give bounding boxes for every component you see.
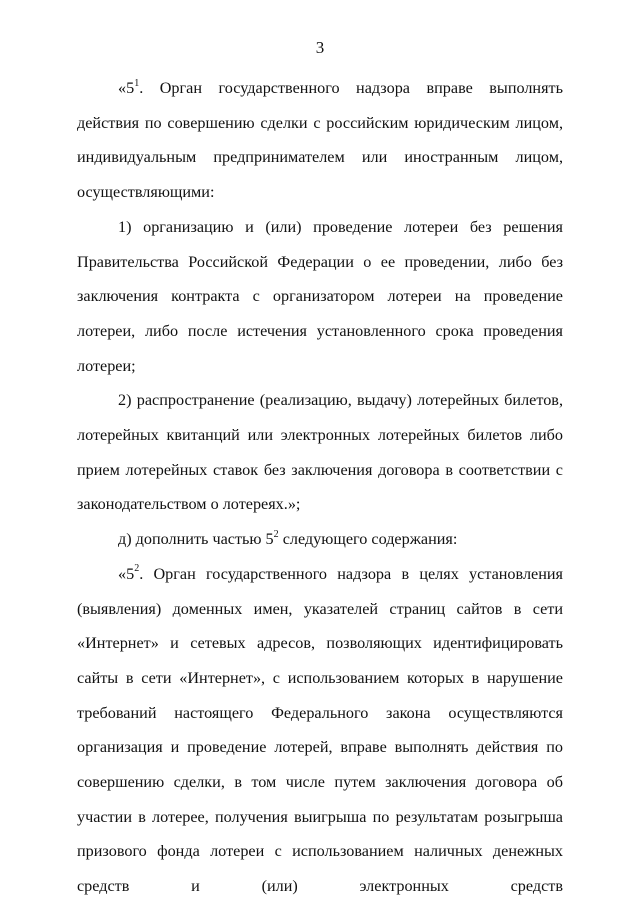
paragraph-part-5-2 <box>77 557 563 904</box>
paragraph-item-2 <box>77 383 563 522</box>
page-number: 3 <box>315 38 325 57</box>
superscript: 2 <box>134 563 140 575</box>
paragraph-prefix: «5 <box>118 564 135 583</box>
paragraph-item-1 <box>77 210 563 384</box>
paragraph-text: следующего содержания: <box>278 530 458 549</box>
paragraph-amendment-d <box>77 522 563 557</box>
paragraph-text: . Орган государственного надзора вправе выполнять действия по совершению сделки с российским юридическим лицом, индивидуальным предпринимателем или иностранным лицом, осуществляющими: <box>77 79 563 202</box>
paragraph-prefix: д) дополнить частью 5 <box>118 530 274 549</box>
paragraph-text: . Орган государственного надзора в целях установления (выявления) доменных имен, указателей страниц сайтов в сети «Интернет» и сетевых адресов, позволяющих идентифицировать сайты в сети «Интернет», с использованием которых в нарушение требований настоящего Федерального закона осуществляются организация и проведение лотерей, вправе выполнять действия по совершению сделки, в том числе путем заключения договора об участии в лотерее, получения выигрыша по результатам розыгрыша призового фонда лотереи с использованием наличных денежных средств и (или) электронных средств <box>77 564 563 896</box>
paragraph-text: 2) распространение (реализацию, выдачу) лотерейных билетов, лотерейных квитанций или электронных лотерейных билетов либо прием лотерейных ставок без заключения договора в соответствии с законодательством о лотереях.»; <box>77 391 563 514</box>
document-body <box>77 71 563 904</box>
paragraph-text: 1) организацию и (или) проведение лотереи без решения Правительства Российской Федерации о ее проведении, либо без заключения контракта с организатором лотереи на проведение лотереи, либо после истечения установленного срока проведения лотереи; <box>77 217 563 375</box>
superscript: 2 <box>273 528 279 540</box>
paragraph-part-5-1 <box>77 71 563 210</box>
paragraph-prefix: «5 <box>118 79 135 97</box>
superscript: 1 <box>134 77 140 89</box>
